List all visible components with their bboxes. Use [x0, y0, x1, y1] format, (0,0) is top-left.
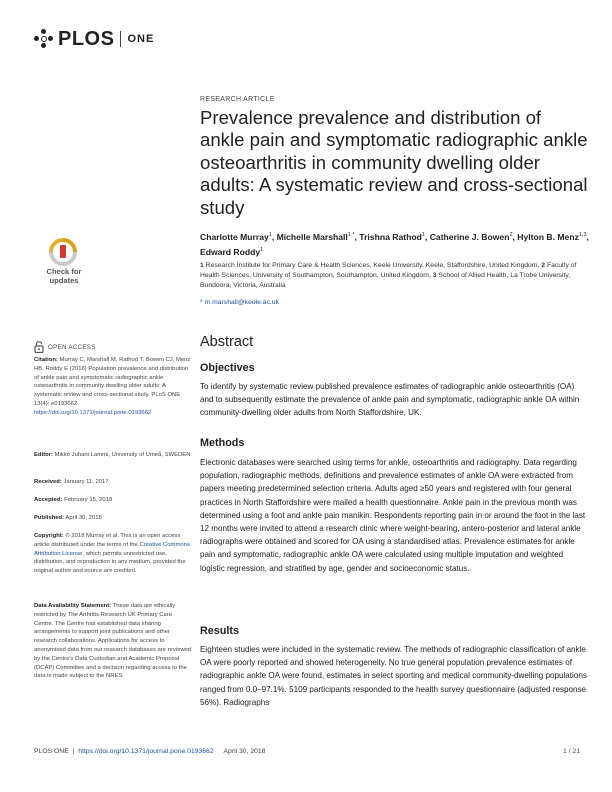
plos-dots-icon [34, 29, 54, 49]
affiliation-number: 3 [432, 272, 439, 279]
copyright-text-2: , which permits unrestricted use, distribution, and reproduction in any medium, provided the original author and source are credited. [34, 550, 186, 575]
author-affiliation-marker: 1 * [347, 232, 355, 238]
check-for-updates-icon [49, 238, 77, 266]
footer-page-number: 1 / 21 [562, 748, 580, 755]
published-block [34, 514, 192, 523]
footer-date: April 30, 2018 [223, 748, 266, 755]
data-availability-label: Data Availability Statement: [34, 603, 112, 609]
citation-text: Murray C, Marshall M, Rathod T, Bowen CJ, Menz HB, Roddy E (2018) Population prevalence and distribution of ankle pain and symptomatic radiographic ankle osteoarthritis in community dwelling older adults: A systematic review and cross-sectional study. PLoS ONE 13(4): e0193662. [34, 357, 191, 407]
logo-divider [120, 31, 121, 47]
accepted-date: February 15, 2018 [64, 497, 113, 503]
check-for-updates-badge[interactable] [37, 238, 91, 292]
article-type: RESEARCH ARTICLE [200, 96, 275, 103]
results-paragraph: Eighteen studies were included in the systematic review. The methods of radiographic classification of ankle OA were poorly reported and showed heterogeneity. No true general population prevalence estimates of radiographic ankle OA were found, estimates in select sporting and medical community-dwelling populations ranged from 0.0–97.1%. 5109 participants responded to the health survey questionnaire (adjusted response 56%). Radiographs [200, 645, 587, 707]
open-access-text: OPEN ACCESS [48, 343, 96, 351]
editor-block [34, 451, 192, 460]
author-name: Trishna Rathod [359, 231, 422, 242]
page-footer [34, 748, 580, 755]
footer-doi-link[interactable]: https://doi.org/10.1371/journal.pone.0193662 [78, 748, 214, 755]
article-title: Prevalence prevalence and distribution of ankle pain and symptomatic radiographic ankle osteoarthritis in community dwelling older adults: A systematic review and cross-sectional study [200, 107, 588, 218]
author-name: Michelle Marshall [276, 231, 348, 242]
author-affiliation-marker: 1 [421, 232, 425, 238]
data-availability-block [34, 602, 192, 681]
affiliation-text: Research Institute for Primary Care & Health Sciences, Keele University, Keele, Staffordshire, United Kingdom, [205, 262, 542, 269]
published-date: April 30, 2018 [65, 515, 102, 521]
open-access-label [34, 341, 96, 353]
affiliation-text: School of Allied Health, La Trobe University, Bundoora, Victoria, Australia [200, 272, 571, 289]
received-label: Received: [34, 479, 62, 485]
received-date: January 11, 2017 [63, 479, 109, 485]
objectives-paragraph: To identify by systematic review published prevalence estimates of radiographic ankle osteoarthritis (OA) and to subsequently estimate the prevalence of ankle pain and symptomatic, radiographic ankle OA within community-dwelling older adults from North Staffordshire, UK. [200, 382, 580, 418]
data-availability-text: These data are ethically restricted by The Arthritis Research UK Primary Care Centre. The Centre has established data sharing arrangements to support joint publications and other research collaborations. Applications for access to anonymised data from our research databases are reviewed by the Centre's Data Custodian and Academic Proposal (DCAP) Committee and a decision regarding access to the data is made subject to the NRES [34, 603, 192, 680]
copyright-label: Copyright: [34, 533, 64, 539]
author-affiliation-marker: 1 [268, 232, 272, 238]
methods-paragraph: Electronic databases were searched using terms for ankle, osteoarthritis and radiography. Data regarding population, radiographic methods, definitions and prevalence estimates of ankle OA were extracted from papers meeting predetermined selection criteria. Adults aged ≥50 years and registered with four general practices in North Staffordshire were mailed a health questionnaire. Ankle pain in the previous month was determined using a foot and ankle pain manikin. Respondents reporting pain in or around the foot in the last 12 months were invited to attend a research clinic where weight-bearing, antero-posterior and lateral ankle radiographs were obtained and scored for OA using a standardised atlas. Prevalence estimates for ankle pain and symptomatic, radiographic ankle OA were calculated using multiple imputation and weighted logistic regression, and stratified by age, gender and socioeconomic status. [200, 458, 586, 573]
citation-doi-link[interactable]: https://doi.org/10.1371/journal.pone.0193662 [34, 409, 152, 416]
citation-label: Citation: [34, 357, 58, 363]
check-for-updates-text [37, 268, 91, 286]
author-affiliation-marker: 1,3 [578, 232, 587, 238]
correspondence-email[interactable]: * m.marshall@keele.ac.uk [200, 299, 280, 306]
copyright-text-1: © 2018 Murray et al. This is an open access article distributed under the terms of the [34, 533, 181, 548]
affiliation-text: Faculty of Health Sciences, University of Southampton, Southampton, United Kingdom, [200, 262, 577, 279]
author-name: Charlotte Murray [200, 231, 269, 242]
published-label: Published: [34, 515, 65, 521]
editor-label: Editor: [34, 452, 53, 458]
plos-one-logo [34, 28, 154, 50]
cc-license-link[interactable]: Creative Commons Attribution License [34, 541, 190, 557]
logo-one-text: ONE [127, 33, 155, 45]
citation-block [34, 356, 192, 418]
abstract-heading: Abstract [200, 334, 254, 350]
footer-journal: PLOS ONE [34, 748, 69, 755]
author-name: Edward Roddy [200, 246, 261, 257]
badge-line-2: updates [49, 275, 79, 285]
footer-divider: | [72, 748, 75, 755]
affiliation-number: 1 [200, 262, 206, 269]
affiliation-list [200, 261, 590, 291]
results-heading: Results [200, 625, 240, 637]
affiliation-number: 2 [541, 262, 547, 269]
editor-text: Mikko Juhani Lammi, University of Umeå, SWEDEN [54, 452, 191, 458]
logo-plos-text: PLOS [58, 27, 115, 50]
author-name: Catherine J. Bowen [429, 231, 510, 242]
objectives-heading: Objectives [200, 362, 255, 374]
author-affiliation-marker: 2 [509, 232, 513, 238]
accepted-label: Accepted: [34, 497, 63, 503]
author-list: Charlotte Murray$^1$, Michelle Marshall$^{1 *}$, Trishna Rathod$^1$, Catherine J. Bowen$^2$, Hylton B. Menz$^{1,3}$, Edward Roddy$^1$ [200, 231, 589, 257]
copyright-block [34, 532, 192, 576]
received-block [34, 478, 192, 487]
methods-heading: Methods [200, 437, 245, 449]
footer-left [34, 748, 267, 755]
accepted-block [34, 496, 192, 505]
badge-line-1: Check for [46, 267, 82, 276]
author-affiliation-marker: 1 [260, 246, 264, 253]
author-name: Hylton B. Menz [517, 231, 579, 242]
open-lock-icon [34, 341, 44, 353]
